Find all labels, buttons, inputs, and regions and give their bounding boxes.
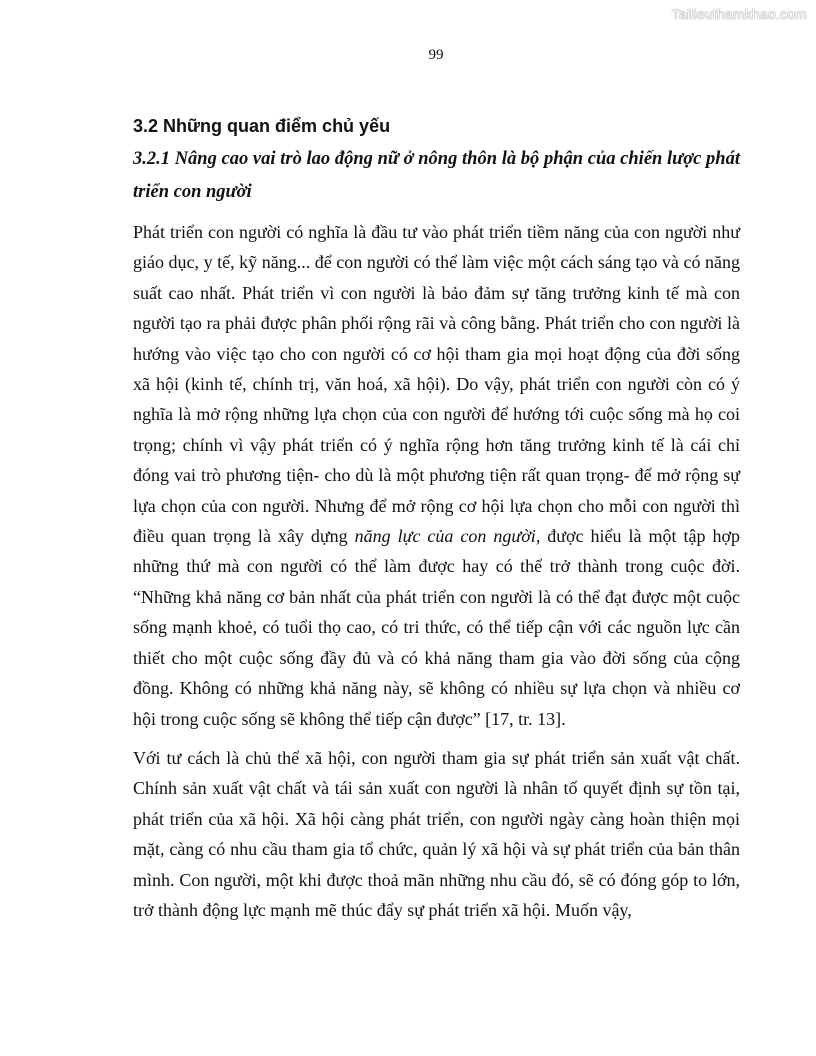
section-heading: 3.2 Những quan điểm chủ yếu — [133, 116, 391, 136]
emphasis-term: năng lực của con người — [354, 526, 536, 547]
paragraph-2: Với tư cách là chủ thể xã hội, con người tham gia sự phát triển sản xuất vật chất. Chính sản xuất vật chất và tái sản xuất con người là nhân tố quyết định sự tồn tại, phát triển của xã hội. Xã hội càng phát triển, con người ngày càng hoàn thiện mọi mặt, càng có nhu cầu tham gia tổ chức, quản lý xã hội và sự phát triển của bản thân mình. Con người, một khi được thoả mãn những nhu cầu đó, sẽ có đóng góp to lớn, trở thành động lực mạnh mẽ thúc đẩy sự phát triển xã hội. Muốn vậy, — [133, 747, 740, 920]
paragraph-1-text-start: Phát triển con người có nghĩa là đầu tư vào phát triển tiềm năng của con người như giáo dục, y tế, kỹ năng... để con người có thể làm việc một cách sáng tạo và có năng suất cao nhất. Phát triển vì con người là bảo đảm sự tăng trưởng kinh tế mà con người tạo ra phải được phân phối rộng rãi và công bằng. Phát triển cho con người là hướng vào việc tạo cho con người có cơ hội tham gia mọi hoạt động của đời sống xã hội (kinh tế, chính trị, văn hoá, xã hội). Do vậy, phát triển con người còn có ý nghĩa là mở rộng những lựa chọn của con người để hướng tới cuộc sống mà họ coi trọng; chính vì vậy phát triển có ý nghĩa rộng hơn tăng trưởng kinh tế là cái chỉ đóng vai trò phương tiện- cho dù là một phương tiện rất quan trọng- để mở rộng sự lựa chọn của con người. Nhưng để mở rộng cơ hội lựa chọn cho mỗi con người thì điều quan trọng là xây dựng — [133, 222, 740, 547]
paragraph-1-text-end: , được hiểu là một tập hợp những thứ mà con người có thể làm được hay có thể trở thành trong cuộc đời. “Những khả năng cơ bản nhất của phát triển con người là có thể đạt được một cuộc sống mạnh khoẻ, có tuổi thọ cao, có tri thức, có thể tiếp cận với các nguồn lực cần thiết cho một cuộc sống đầy đủ và có khả năng tham gia vào đời sống của cộng đồng. Không có những khả năng này, sẽ không có nhiều sự lựa chọn và nhiều cơ hội trong cuộc sống sẽ không thể tiếp cận được” [17, tr. 13]. — [133, 526, 740, 729]
document-body — [133, 113, 740, 925]
paragraph-1 — [133, 217, 740, 734]
page-number: 99 — [428, 47, 444, 63]
watermark: Tailieuthamkhao.com — [671, 6, 807, 22]
subsection-heading: 3.2.1 Nâng cao vai trò lao động nữ ở nông thôn là bộ phận của chiến lược phát triển con người — [133, 149, 740, 202]
